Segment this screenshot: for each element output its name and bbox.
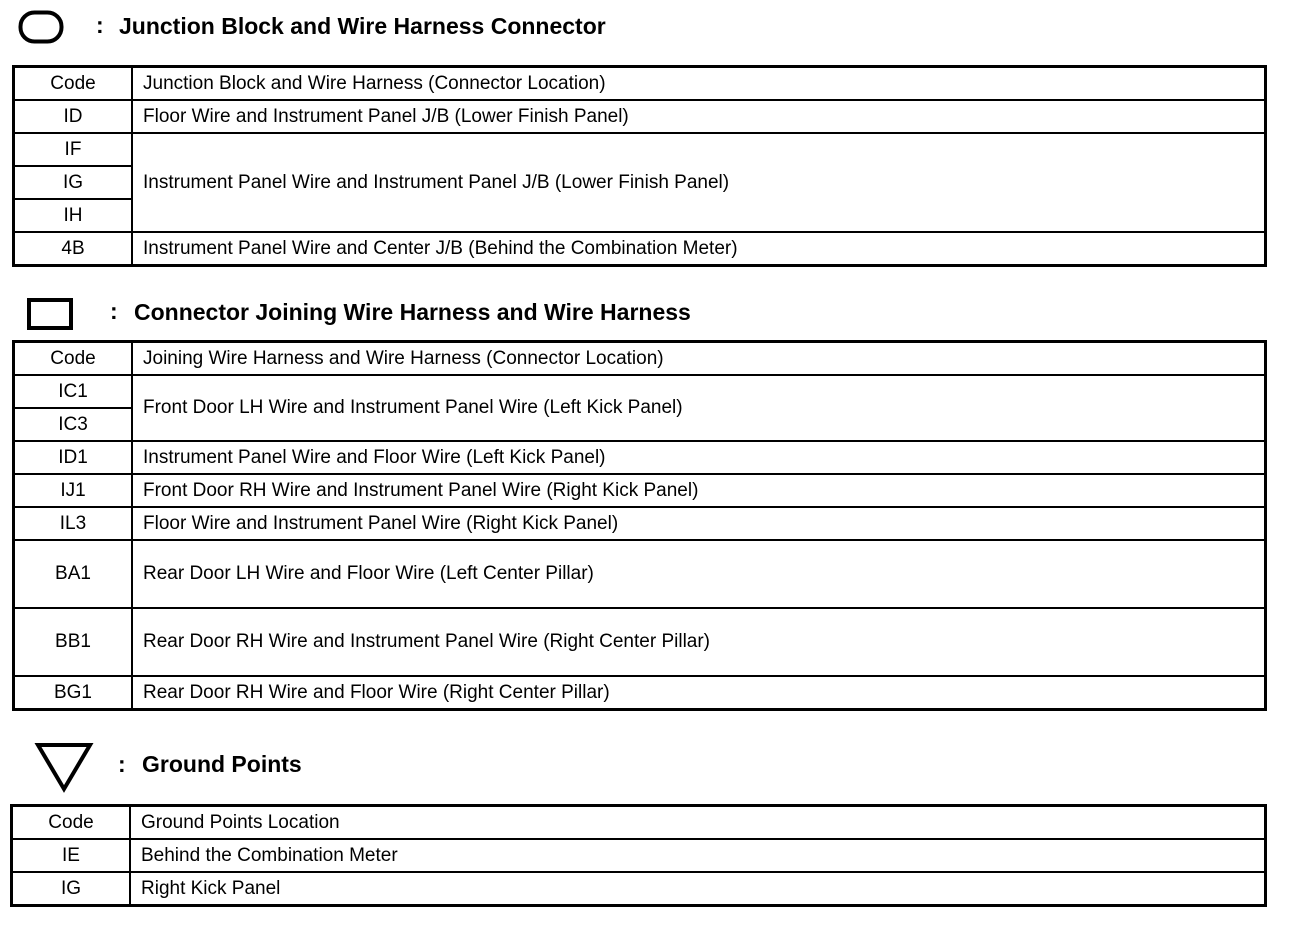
table-row <box>14 100 1266 133</box>
row-code: BG1 <box>14 676 133 710</box>
table-row <box>14 441 1266 474</box>
row-description: Front Door LH Wire and Instrument Panel Wire (Left Kick Panel) <box>132 375 1266 441</box>
row-description: Rear Door LH Wire and Floor Wire (Left Center Pillar) <box>132 540 1266 608</box>
row-description: Floor Wire and Instrument Panel Wire (Right Kick Panel) <box>132 507 1266 540</box>
table-row <box>14 375 1266 408</box>
row-description: Instrument Panel Wire and Center J/B (Behind the Combination Meter) <box>132 232 1266 266</box>
table-row <box>14 232 1266 266</box>
table-row <box>14 540 1266 608</box>
section-title-junction-block: Junction Block and Wire Harness Connector <box>119 13 606 39</box>
row-code: IJ1 <box>14 474 133 507</box>
row-code: IE <box>12 839 131 872</box>
row-description: Rear Door RH Wire and Instrument Panel Wire (Right Center Pillar) <box>132 608 1266 676</box>
section-colon: : <box>96 12 104 38</box>
row-description: Front Door RH Wire and Instrument Panel Wire (Right Kick Panel) <box>132 474 1266 507</box>
table-row <box>12 872 1266 906</box>
row-code: BA1 <box>14 540 133 608</box>
row-code: ID1 <box>14 441 133 474</box>
row-description: Behind the Combination Meter <box>130 839 1266 872</box>
table-row <box>14 133 1266 166</box>
junction-block-symbol-icon <box>18 10 64 44</box>
column-header-code: Code <box>14 342 133 376</box>
column-header-location: Ground Points Location <box>130 806 1266 840</box>
section-title-ground-points: Ground Points <box>142 751 302 777</box>
row-code: IL3 <box>14 507 133 540</box>
junction-block-table <box>12 65 1267 267</box>
column-header-code: Code <box>14 67 133 101</box>
column-header-location: Joining Wire Harness and Wire Harness (Connector Location) <box>132 342 1266 376</box>
row-description: Rear Door RH Wire and Floor Wire (Right Center Pillar) <box>132 676 1266 710</box>
column-header-location: Junction Block and Wire Harness (Connector Location) <box>132 67 1266 101</box>
row-code: IG <box>14 166 133 199</box>
row-description: Instrument Panel Wire and Floor Wire (Left Kick Panel) <box>132 441 1266 474</box>
table-row <box>14 608 1266 676</box>
row-code: IC1 <box>14 375 133 408</box>
section-colon: : <box>110 298 118 324</box>
section-colon: : <box>118 751 126 777</box>
row-code: IC3 <box>14 408 133 441</box>
row-code: IG <box>12 872 131 906</box>
table-header-row <box>14 67 1266 101</box>
row-code: 4B <box>14 232 133 266</box>
connector-symbol-icon <box>27 298 73 331</box>
table-header-row <box>12 806 1266 840</box>
row-description: Floor Wire and Instrument Panel J/B (Lower Finish Panel) <box>132 100 1266 133</box>
table-row <box>14 676 1266 710</box>
row-description: Instrument Panel Wire and Instrument Panel J/B (Lower Finish Panel) <box>132 133 1266 232</box>
table-header-row <box>14 342 1266 376</box>
table-row <box>14 474 1266 507</box>
row-code: IH <box>14 199 133 232</box>
connector-joining-table <box>12 340 1267 711</box>
ground-point-triangle-icon <box>34 741 94 793</box>
ground-points-table <box>10 804 1267 907</box>
row-code: BB1 <box>14 608 133 676</box>
section-title-connector-joining: Connector Joining Wire Harness and Wire Harness <box>134 299 691 325</box>
row-code: ID <box>14 100 133 133</box>
table-row <box>14 507 1266 540</box>
row-description: Right Kick Panel <box>130 872 1266 906</box>
table-row <box>12 839 1266 872</box>
column-header-code: Code <box>12 806 131 840</box>
row-code: IF <box>14 133 133 166</box>
